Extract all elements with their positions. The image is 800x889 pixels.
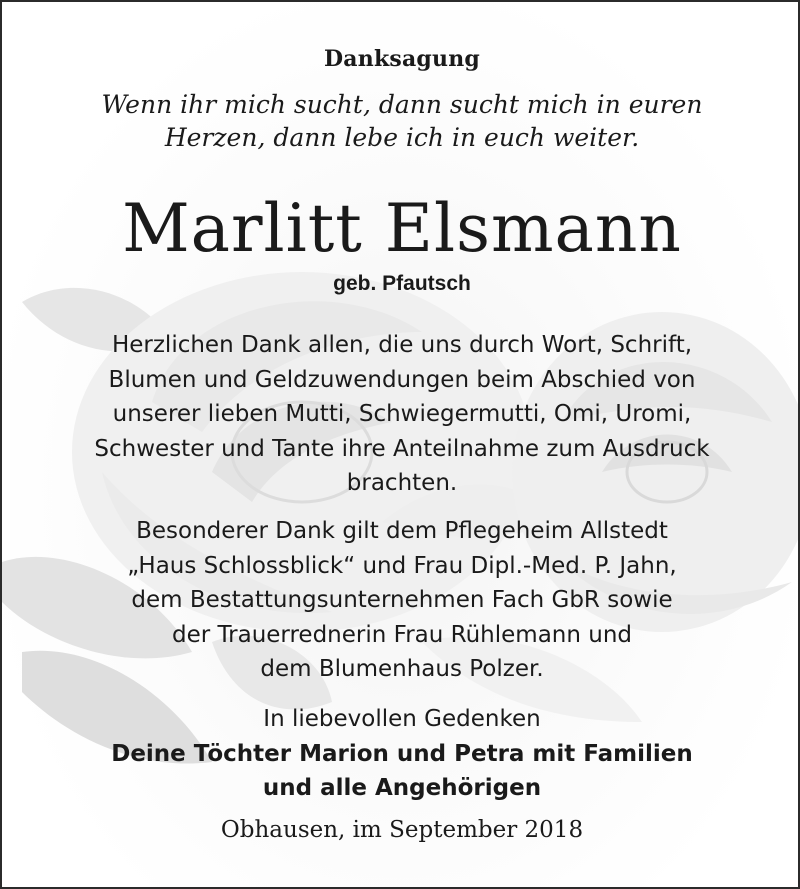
special-thanks-paragraph: [2, 514, 800, 687]
paragraph-line: Herzlichen Dank allen, die uns durch Wort, Schrift,: [111, 332, 693, 358]
signatory-line: und alle Angehörigen: [262, 775, 542, 801]
paragraph-line: brachten.: [346, 470, 458, 496]
paragraph-line: der Trauerrednerin Frau Rühlemann und: [171, 621, 633, 648]
motto-line: Herzen, dann lebe ich in euch weiter.: [164, 123, 640, 152]
motto-quote: [2, 88, 800, 154]
paragraph-line: „Haus Schlossblick“ und Frau Dipl.-Med. P. Jahn,: [127, 552, 677, 579]
deceased-name: Marlitt Elsmann: [122, 190, 682, 267]
notice-heading: Danksagung: [324, 46, 480, 72]
closing-block: [2, 702, 800, 806]
signatory-line: Deine Töchter Marion und Petra mit Familien: [111, 740, 693, 767]
paragraph-line: Schwester und Tante ihre Anteilnahme zum Ausdruck: [94, 435, 710, 462]
paragraph-line: Besonderer Dank gilt dem Pflegeheim Allstedt: [136, 518, 668, 544]
paragraph-line: unserer lieben Mutti, Schwiegermutti, Omi, Uromi,: [112, 401, 692, 427]
closing-line: In liebevollen Gedenken: [263, 706, 541, 732]
paragraph-line: Blumen und Geldzuwendungen beim Abschied von: [108, 366, 696, 393]
motto-line: Wenn ihr mich sucht, dann sucht mich in euren: [101, 90, 703, 119]
thanks-paragraph: [2, 328, 800, 501]
notice-text: [2, 2, 800, 889]
paragraph-line: dem Blumenhaus Polzer.: [260, 656, 544, 682]
paragraph-line: dem Bestattungsunternehmen Fach GbR sowie: [131, 587, 673, 613]
place-date: Obhausen, im September 2018: [220, 817, 584, 843]
maiden-name: geb. Pfautsch: [333, 272, 471, 295]
